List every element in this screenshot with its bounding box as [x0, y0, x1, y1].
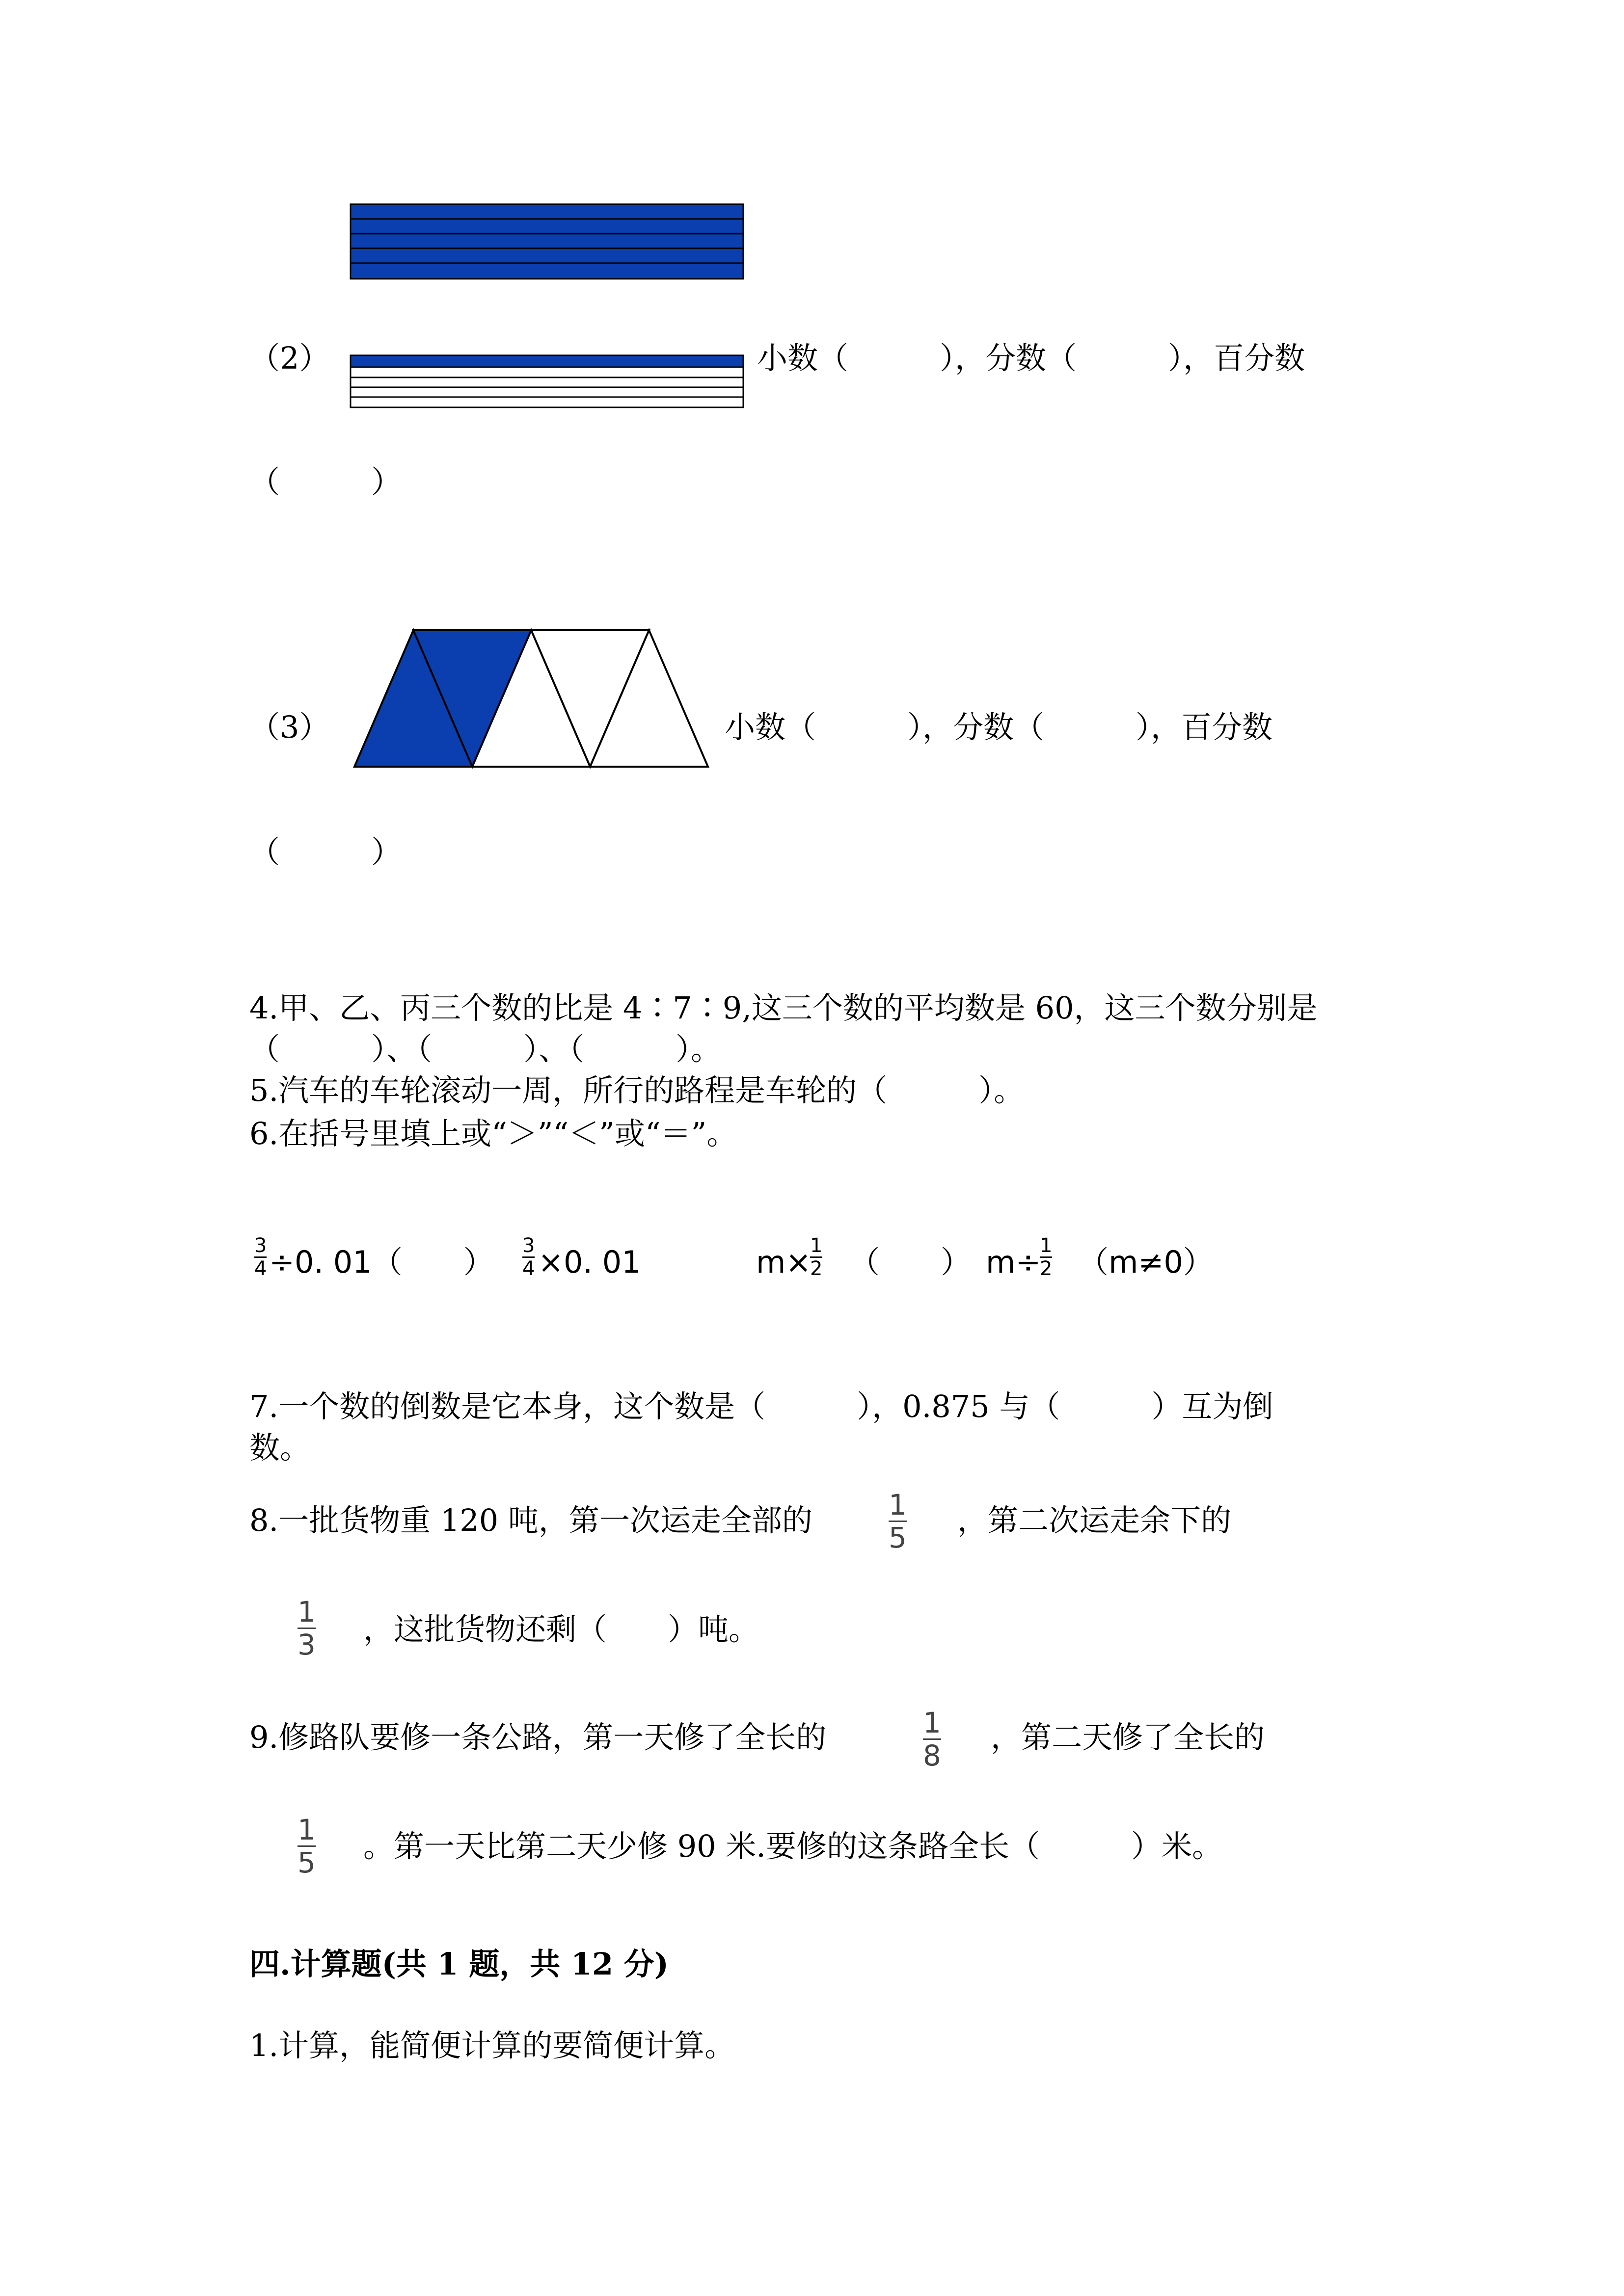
q6-expr3-blank: （ ） — [849, 1244, 972, 1280]
q6-expr2: ×0. 01 — [538, 1244, 641, 1280]
q2-shaded-strip — [351, 355, 743, 367]
section4-question-1: 1.计算，能简便计算的要简便计算。 — [249, 2028, 735, 2063]
q9-part2: ，第二天修了全长的 — [991, 1719, 1265, 1755]
q2-strip-figure — [350, 354, 747, 411]
q6-expr1-fraction: 3 4 — [254, 1234, 267, 1280]
q8-fraction-2: 1 3 — [298, 1595, 316, 1661]
q2-percent-blank: （ ） — [249, 464, 402, 500]
q8-part1: 8.一批货物重 120 吨，第一次运走全部的 — [249, 1502, 812, 1538]
q3-triangle-figure — [349, 627, 717, 774]
strip-figure-full — [350, 203, 747, 282]
q4-line1: 4.甲、乙、丙三个数的比是 4∶7∶9,这三个数的平均数是 60，这三个数分别是 — [249, 990, 1318, 1026]
q7-line2: 数。 — [249, 1430, 311, 1466]
q3-prompt: 小数（ ），分数（ ），百分数 — [725, 709, 1273, 745]
q2-label: （2） — [249, 340, 330, 376]
q6-expr3-fraction: 1 2 — [810, 1234, 823, 1280]
q3-label: （3） — [249, 709, 330, 745]
q6-expr2-fraction: 3 4 — [522, 1234, 535, 1280]
q2-prompt: 小数（ ），分数（ ），百分数 — [757, 340, 1305, 376]
q9-part3: 。第一天比第二天少修 90 米.要修的这条路全长（ ）米。 — [363, 1828, 1223, 1864]
q6-expr4-prefix: m÷ — [986, 1244, 1041, 1280]
q4-line2: （ ）、（ ）、（ ）。 — [249, 1031, 722, 1067]
q8-fraction-1: 1 5 — [889, 1488, 907, 1554]
q9-fraction-2: 1 5 — [298, 1813, 316, 1879]
q6-expr4-fraction: 1 2 — [1040, 1234, 1053, 1280]
q6-expr1: ÷0. 01（ ） — [269, 1244, 494, 1280]
q9-part1: 9.修路队要修一条公路，第一天修了全长的 — [249, 1719, 827, 1755]
q9-fraction-1: 1 8 — [923, 1706, 941, 1772]
q3-percent-blank: （ ） — [249, 834, 402, 870]
q7-line1: 7.一个数的倒数是它本身，这个数是（ ），0.875 与（ ）互为倒 — [249, 1388, 1273, 1424]
q6-text: 6.在括号里填上或“＞”“＜”或“＝”。 — [249, 1116, 737, 1151]
section-heading: 四.计算题(共 1 题，共 12 分) — [249, 1946, 669, 1982]
strip-figure-full-fill — [351, 204, 743, 279]
q5-text: 5.汽车的车轮滚动一周，所行的路程是车轮的（ ）。 — [249, 1072, 1025, 1108]
q8-part3: ，这批货物还剩（ ）吨。 — [363, 1611, 759, 1647]
q6-expr4-condition: （m≠0） — [1078, 1244, 1214, 1280]
q6-expr3-prefix: m× — [756, 1244, 812, 1280]
q8-part2: ，第二次运走余下的 — [957, 1502, 1232, 1538]
